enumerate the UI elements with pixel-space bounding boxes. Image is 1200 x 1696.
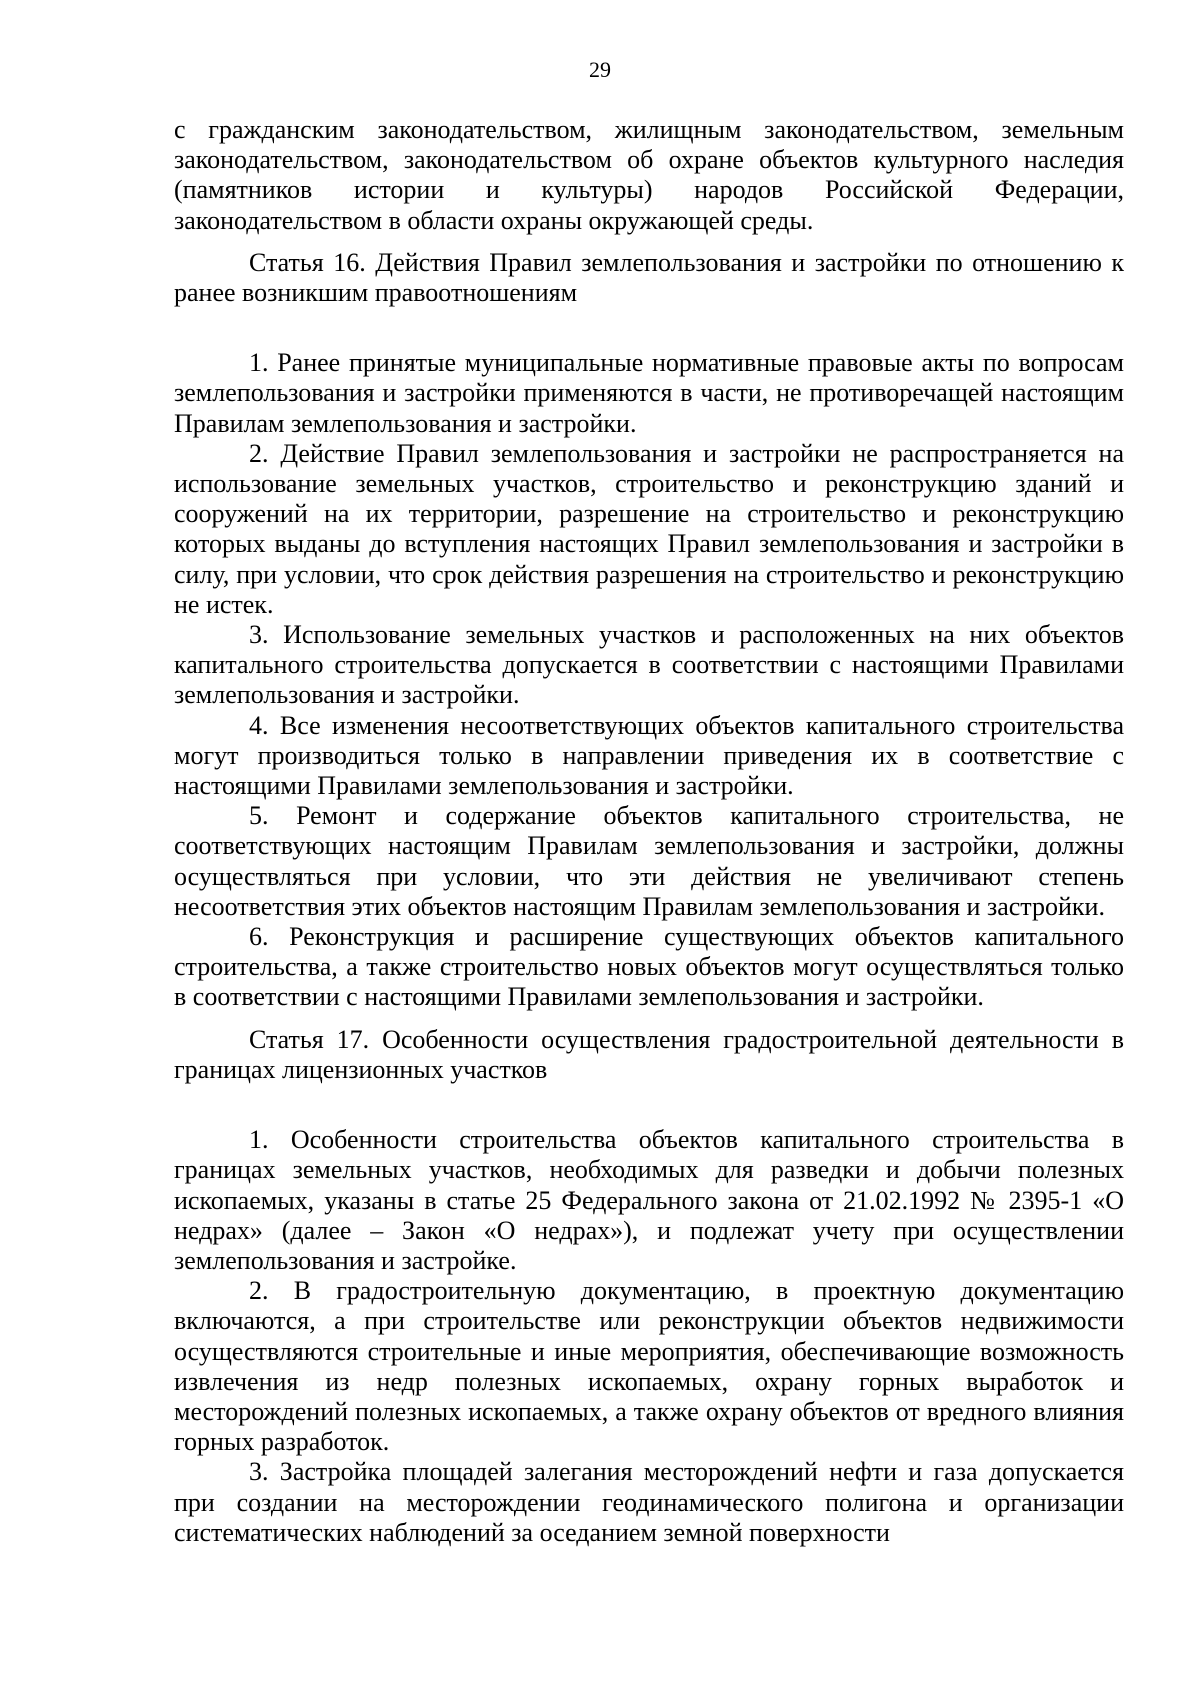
article-16-item-3: 3. Использование земельных участков и расположенных на них объектов капитального строительства допускается в соответствии с настоящими Правилами землепользования и застройки. — [174, 620, 1124, 710]
article-16-item-5: 5. Ремонт и содержание объектов капитального строительства, не соответствующих настоящим Правилам землепользования и застройки, должны осуществляться при условии, что эти действия не увеличивают степень несоответствия этих объектов настоящим Правилам землепользования и застройки. — [174, 801, 1124, 921]
paragraph-continuation: с гражданским законодательством, жилищным законодательством, земельным законодательством, законодательством об охране объектов культурного наследия (памятников истории и культуры) народов Российской Федерации, законодательством в области охраны окружающей среды. — [174, 115, 1124, 235]
article-16-item-6: 6. Реконструкция и расширение существующих объектов капитального строительства, а также строительство новых объектов могут осуществляться только в соответствии с настоящими Правилами землепользования и застройки. — [174, 922, 1124, 1012]
article-16-heading: Статья 16. Действия Правил землепользования и застройки по отношению к ранее возникшим правоотношениям — [174, 247, 1124, 308]
article-16-items — [174, 348, 1124, 1012]
article-17-item-3: 3. Застройка площадей залегания месторождений нефти и газа допускается при создании на месторождении геодинамического полигона и организации систематических наблюдений за оседанием земной поверхности — [174, 1457, 1124, 1547]
article-16-item-2: 2. Действие Правил землепользования и застройки не распространяется на использование земельных участков, строительство и реконструкцию зданий и сооружений на их территории, разрешение на строительство и реконструкцию которых выданы до вступления настоящих Правил землепользования и застройки в силу, при условии, что срок действия разрешения на строительство и реконструкцию не истек. — [174, 438, 1124, 619]
article-17-heading: Статья 17. Особенности осуществления градостроительной деятельности в границах лицензионных участков — [174, 1024, 1124, 1084]
article-17-item-2: 2. В градостроительную документацию, в проектную документацию включаются, а при строительстве или реконструкции объектов недвижимости осуществляются строительные и иные мероприятия, обеспечивающие возможность извлечения из недр полезных ископаемых, охрану горных выработок и месторождений полезных ископаемых, а также охрану объектов от вредного влияния горных разработок. — [174, 1276, 1124, 1457]
page-number: 29 — [589, 57, 611, 82]
article-16-item-4: 4. Все изменения несоответствующих объектов капитального строительства могут производиться только в направлении приведения их в соответствие с настоящими Правилами землепользования и застройки. — [174, 710, 1124, 801]
page-body — [174, 115, 1124, 1548]
article-17-item-1: 1. Особенности строительства объектов капитального строительства в границах земельных участков, необходимых для разведки и добычи полезных ископаемых, указаны в статье 25 Федерального закона от 21.02.1992 № 2395-1 «О недрах» (далее – Закон «О недрах»), и подлежат учету при осуществлении землепользования и застройке. — [174, 1125, 1124, 1275]
article-17-items — [174, 1125, 1124, 1548]
article-16-item-1: 1. Ранее принятые муниципальные нормативные правовые акты по вопросам землепользования и застройки применяются в части, не противоречащей настоящим Правилам землепользования и застройки. — [174, 348, 1124, 438]
